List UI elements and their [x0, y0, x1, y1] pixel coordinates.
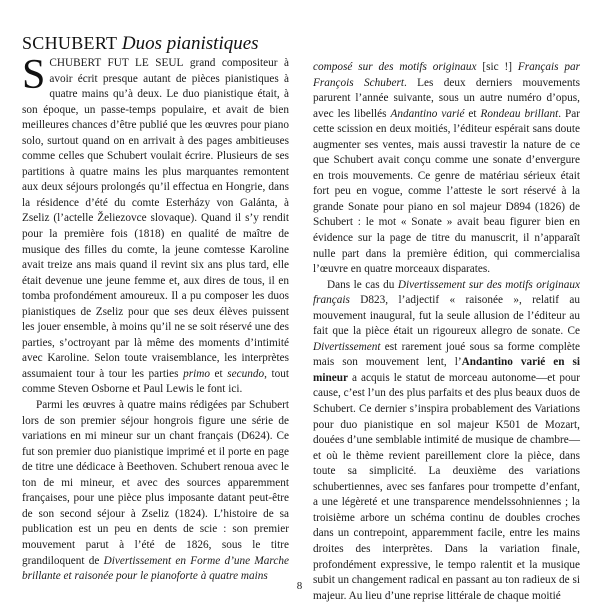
- paragraph-text: , tout comme Steven Osborne et Paul Lewis le font ici.: [22, 367, 289, 396]
- italic-divertissement-full: Divertissement sur des motifs originaux français: [313, 278, 580, 307]
- italic-secundo: secundo: [227, 367, 265, 380]
- opening-words: CHUBERT FUT LE SEUL: [49, 57, 184, 69]
- paragraph-variations: [22, 398, 289, 585]
- paragraph-intro: [22, 52, 289, 398]
- paragraph-text: . Les deux derniers mouvements parurent l’année suivante, sous un autre numéro d’opus, avec les libellés: [313, 76, 580, 120]
- paragraph-text: D823, l’adjectif « raisonée », relatif au mouvement inaugural, fut la seule allusion de l’éditeur au fait que la pièce était un rigoureux allegro de sonate. Ce: [313, 294, 580, 338]
- bold-andantino: Andantino varié en si mineur: [313, 356, 581, 384]
- paragraph-text: [sic !]: [476, 61, 518, 73]
- paragraph-text: grand compositeur à avoir écrit presque autant de pièces pianistiques à quatre mains qu’à deux. Le duo pianistique était, à son époque, un passe-temps populaire, et avait de bien meilleures chances d’être publié que les œuvres pour piano solo, surtout quand on en arrivait à des pages ambitieuses comme celles que Schubert voulait écrire. Plusieurs de ses partitions à quatre mains les plus marquantes remontent aux deux séjours prolongés qu’il effectua en Hongrie, dans la résidence d’été du comte Esterházy von Galánta, à Zseliz (l’actelle Želiezovce slovaque). Quand il s’y rendit pour la première fois (1818) en qualité de maître de musique des filles du comte, la jeune comtesse Karoline avait treize ans mais quand il revint six ans plus tard, elle était devenue une jeune femme et, aux dires de tous, il en tomba profondément amoureux. Il a pu composer les duos pianistiques de Zseliz pour que ses deux élèves puissent les jouer ensemble, à moins qu’il ne se soit réservé une des parties, s’octroyant par là même des moments d’intimité avec Karoline. Selon toute vraisemblance, les interprètes assumaient tour à tour les parties: [22, 57, 289, 380]
- paragraph-text: est rarement joué sous sa forme complète mais son mouvement lent, l’: [313, 340, 580, 369]
- italic-divertissement-title: Divertissement en Forme d’une Marche brillante et raisonée pour le pianoforte à quatre mains: [22, 554, 289, 583]
- italic-francais: Français par François Schubert: [313, 61, 580, 89]
- italic-rondeau: Rondeau brillant: [480, 107, 559, 120]
- drop-cap: S: [22, 52, 46, 98]
- italic-primo: primo: [183, 367, 210, 380]
- paragraph-text: Dans le cas du: [327, 278, 398, 291]
- paragraph-d823: [313, 278, 580, 604]
- italic-divertissement: Divertissement: [313, 340, 381, 353]
- composer-name: SCHUBERT: [22, 33, 118, 53]
- paragraph-publication: [313, 60, 580, 278]
- paragraph-text: Parmi les œuvres à quatre mains rédigées par Schubert lors de son premier séjour hongrois figure une série de variations en mi mineur sur un chant français (D624). Ce fut son premier duo pianistique imprimé et il porte en page de titre une dédicace à Beethoven. Schubert renoua avec le ton de mi mineur, et avec des sources apparemment françaises, pour une pièce plus imposante datant peut-être de son second séjour à Zseliz (1824). L’histoire de sa publication est un peu en dents de scie : son premier mouvement parut à l’été de 1826, sous le titre grandiloquent de: [22, 399, 289, 567]
- page-heading: [22, 32, 259, 55]
- right-column: [313, 60, 580, 604]
- page-number: 8: [296, 580, 303, 592]
- italic-andantino: Andantino varié: [390, 107, 465, 120]
- italic-composed: composé sur des motifs originaux: [313, 61, 477, 73]
- paragraph-text: a acquis le statut de morceau autonome—et pour cause, c’est l’un des plus parfaits et des plus beaux duos de Schubert. Ce dernier s’inspira probablement des Variations pour duo pianistique en sol majeur K501 de Mozart, douées d’une semblable intimité de musique de chambre—et où le thème revient pareillement clore la pièce, dans toute sa simplicité. La deuxième des variations schubertiennes, avec ses fanfares pour trompette d’enfant, a une légèreté et une transparence mendelssohniennes ; la troisième arbore un schéma continu de doubles croches dans un contrepoint, apparemment facile, entre les mains droites des interprètes. Dans la variation finale, profondément expressive, le tempo ralentit et la musique subit un changement radical en passant au ton radieux de si majeur. Au lieu d’une reprise littérale de chaque moitié: [313, 371, 580, 602]
- paragraph-text: . Par cette scission en deux moitiés, l’éditeur espérait sans doute augmenter ses ventes, mais aussi travestir la nature de ce que Schubert avait conçu comme une sonate d’envergure en trois mouvements. Ce genre de matériau sérieux était fort peu en vogue, comme l’atteste le sort réservé à la grande Sonate pour piano en sol majeur D894 (1826) de Schubert : le mot « Sonate » avait beau figurer bien en évidence sur la page de titre du manuscrit, il n’apparaît nulle part dans la première édition, qui commercialisa l’œuvre en quatre morceaux disparates.: [313, 107, 580, 276]
- work-title: Duos pianistiques: [121, 33, 259, 54]
- paragraph-text: et: [209, 367, 228, 380]
- left-column: [22, 52, 289, 585]
- paragraph-text: et: [464, 107, 481, 120]
